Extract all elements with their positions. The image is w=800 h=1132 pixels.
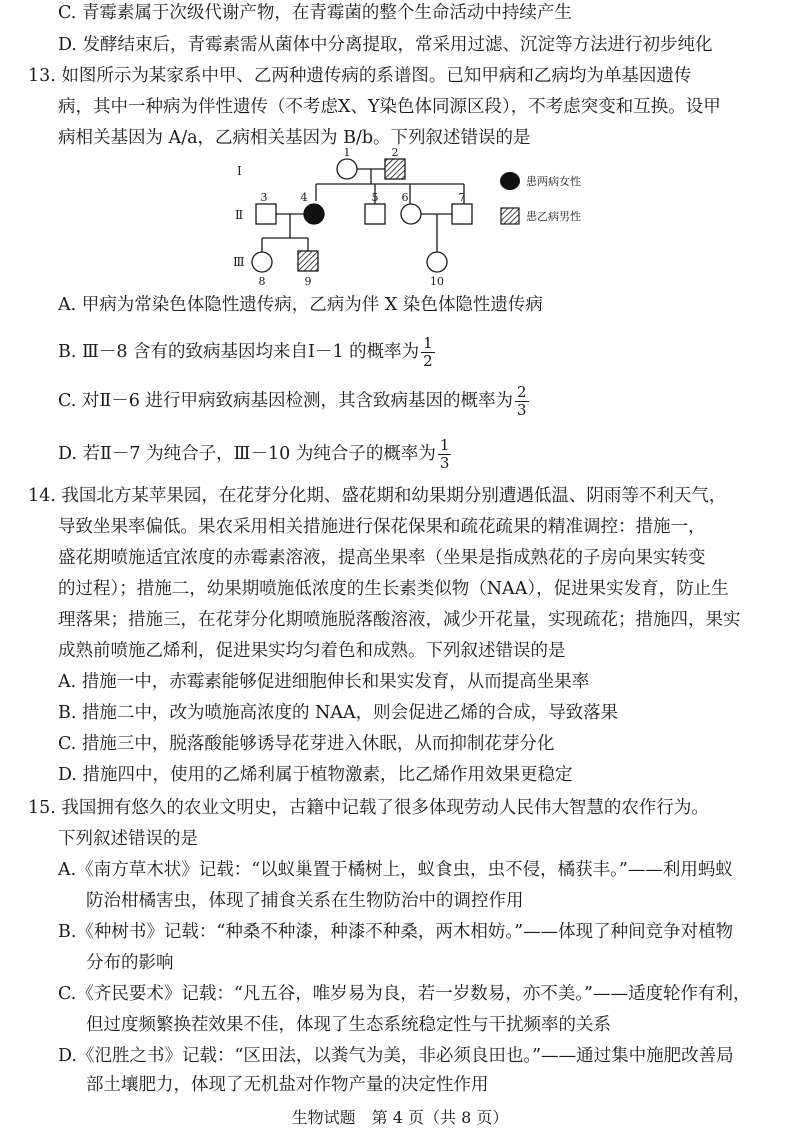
individual-2: [385, 159, 405, 179]
fraction: [438, 437, 452, 472]
individual-number: 3: [260, 191, 268, 204]
generation-label: Ⅲ: [233, 255, 245, 269]
fraction: [421, 335, 435, 370]
q13-stem-line: 13. 如图所示为某家系中甲、乙两种遗传病的系谱图。已知甲病和乙病均为单基因遗传: [28, 66, 692, 86]
legend-symbol-affected-male: [501, 208, 519, 224]
q14-option-b: B. 措施二中，改为喷施高浓度的 NAA，则会促进乙烯的合成，导致落果: [58, 703, 619, 723]
q15-stem-line: 下列叙述错误的是: [58, 829, 198, 849]
individual-number: 7: [458, 191, 466, 204]
individual-number: 4: [300, 191, 308, 204]
q14-stem-line: 成熟前喷施乙烯利，促进果实均匀着色和成熟。下列叙述错误的是: [58, 641, 566, 661]
q15-option-b-line: 分布的影响: [86, 953, 174, 973]
legend-symbol-affected-female: [500, 172, 520, 190]
q15-stem-line: 15. 我国拥有悠久的农业文明史，古籍中记载了很多体现劳动人民伟大智慧的农作行为。: [28, 798, 709, 818]
q15-option-b-line: B.《种树书》记载：“种桑不种漆，种漆不种桑，两木相妨。”——体现了种间竞争对植物: [58, 922, 734, 942]
individual-8: [252, 252, 272, 272]
fraction-denominator: 2: [423, 352, 433, 370]
individual-10: [427, 252, 447, 272]
q13-stem-line: 病，其中一种病为伴性遗传（不考虑X、Y染色体同源区段），不考虑突变和互换。设甲: [58, 97, 721, 117]
individual-number: 8: [258, 275, 266, 288]
individual-number: 10: [430, 275, 444, 288]
pedigree-chart: [200, 148, 620, 288]
q15-option-a-line: 防治柑橘害虫，体现了捕食关系在生物防治中的调控作用: [86, 891, 524, 911]
q14-stem-line: 导致坐果率偏低。果农采用相关措施进行保花保果和疏花疏果的精准调控：措施一，: [58, 517, 706, 537]
fraction-numerator: 2: [516, 383, 527, 401]
q14-option-d: D. 措施四中，使用的乙烯利属于植物激素，比乙烯作用效果更稳定: [58, 765, 573, 785]
q14-stem-line: 理落果；措施三，在花芽分化期喷施脱落酸溶液，减少开花量，实现疏花；措施四，果实: [58, 610, 741, 630]
page-footer: 生物试题 第 4 页（共 8 页）: [291, 1108, 509, 1127]
individual-1: [337, 159, 357, 179]
q13-option-b: [58, 335, 435, 370]
q15-option-a-line: A.《南方草木状》记载：“以蚁巢置于橘树上，蚁食虫，虫不侵，橘获丰。”——利用蚂蚁: [58, 860, 733, 880]
fraction-denominator: 3: [516, 401, 527, 419]
individual-9: [298, 251, 318, 271]
individual-4: [304, 204, 324, 224]
fraction-denominator: 3: [439, 454, 450, 472]
q15-option-d-line: 部土壤肥力，体现了无机盐对作物产量的决定性作用: [86, 1075, 489, 1095]
legend-label: 患乙病男性: [526, 210, 581, 223]
generation-label: Ⅱ: [235, 208, 244, 222]
q15-option-d-line: D.《氾胜之书》记载：“区田法，以粪气为美，非必须良田也。”——通过集中施肥改善局: [58, 1046, 734, 1066]
individual-6: [401, 204, 421, 224]
q13-option-d: [58, 437, 451, 472]
individual-number: 6: [401, 191, 409, 204]
option-text: D. 若Ⅱ－7 为纯合子，Ⅲ－10 为纯合子的概率为: [58, 444, 436, 464]
individual-number: 5: [371, 191, 379, 204]
q14-stem-line: 的过程）；措施二，幼果期喷施低浓度的生长素类似物（NAA），促进果实发育，防止生: [58, 579, 729, 599]
q15-option-c-line: C.《齐民要术》记载：“凡五谷，唯岁易为良，若一岁数易，亦不美。”——适度轮作有利，: [58, 984, 751, 1004]
q12-option-c: C. 青霉素属于次级代谢产物，在青霉菌的整个生命活动中持续产生: [58, 3, 572, 23]
q12-option-d: D. 发酵结束后，青霉素需从菌体中分离提取，常采用过滤、沉淀等方法进行初步纯化: [58, 35, 713, 55]
individual-3: [256, 204, 276, 224]
q14-stem-line: 盛花期喷施适宜浓度的赤霉素溶液，提高坐果率（坐果是指成熟花的子房向果实转变: [58, 548, 706, 568]
fraction-numerator: 1: [439, 436, 450, 454]
q13-stem-line: 病相关基因为 A/a，乙病相关基因为 B/b。下列叙述错误的是: [58, 128, 531, 148]
q14-option-c: C. 措施三中，脱落酸能够诱导花芽进入休眠，从而抑制花芽分化: [58, 734, 555, 754]
individual-5: [365, 204, 385, 224]
q13-option-a: A. 甲病为常染色体隐性遗传病，乙病为伴 X 染色体隐性遗传病: [58, 295, 543, 315]
q14-option-a: A. 措施一中，赤霉素能够促进细胞伸长和果实发育，从而提高坐果率: [58, 672, 590, 692]
individual-number: 1: [343, 148, 351, 159]
option-text: B. Ⅲ－8 含有的致病基因均来自Ⅰ－1 的概率为: [58, 342, 420, 362]
generation-label: Ⅰ: [237, 164, 242, 178]
fraction-numerator: 1: [423, 334, 433, 352]
individual-7: [452, 204, 472, 224]
fraction: [515, 384, 529, 419]
option-text: C. 对Ⅱ－6 进行甲病致病基因检测，其含致病基因的概率为: [58, 391, 513, 411]
q13-option-c: [58, 384, 529, 419]
q14-stem-line: 14. 我国北方某苹果园，在花芽分化期、盛花期和幼果期分别遭遇低温、阴雨等不利天气，: [28, 486, 727, 506]
individual-number: 2: [391, 148, 399, 159]
legend-label: 患两病女性: [526, 175, 581, 188]
q15-option-c-line: 但过度频繁换茬效果不佳，体现了生态系统稳定性与干扰频率的关系: [86, 1015, 611, 1035]
individual-number: 9: [304, 275, 312, 288]
